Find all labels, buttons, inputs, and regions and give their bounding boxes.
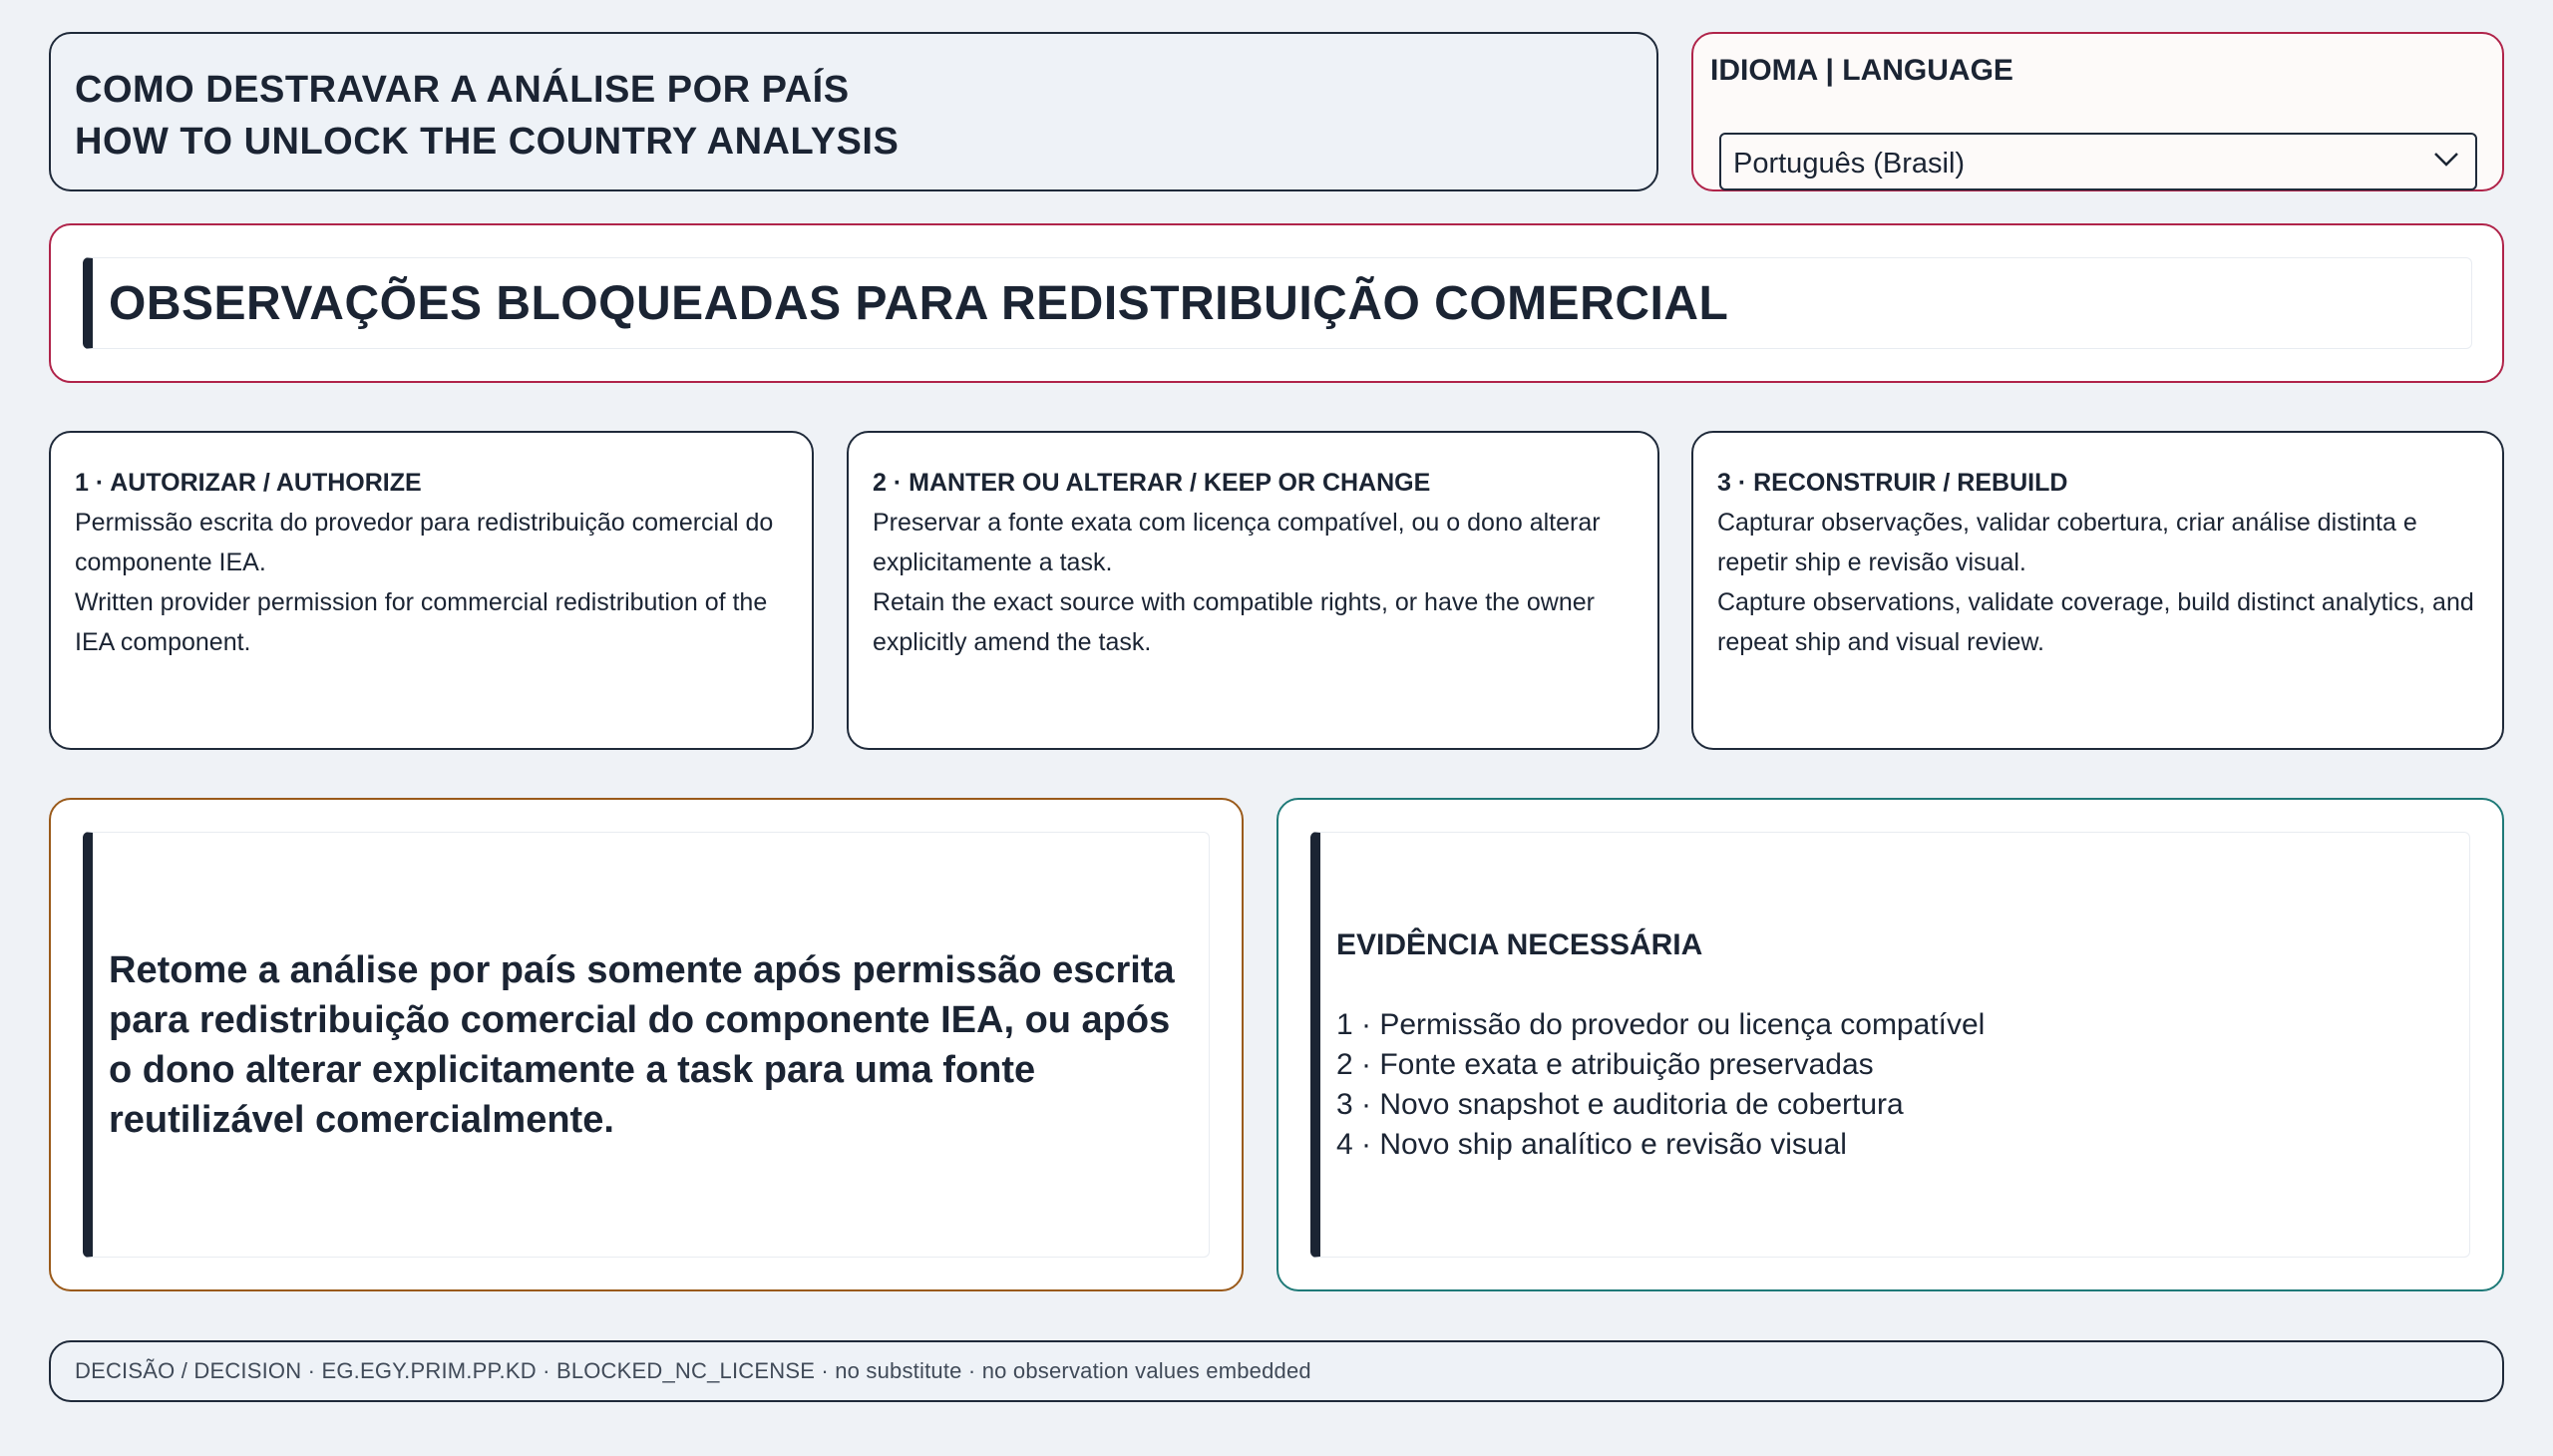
step-body-pt: Preservar a fonte exata com licença compatível, ou o dono alterar explicitamente a task.: [873, 509, 1601, 576]
decision-footer: [49, 1340, 2504, 1402]
resume-panel-inner: [83, 832, 1210, 1258]
language-card: [1691, 32, 2504, 191]
step-body-en: Written provider permission for commercial redistribution of the IEA component.: [75, 588, 768, 656]
step-body-en: Retain the exact source with compatible rights, or have the owner explicitly amend the task.: [873, 588, 1595, 656]
resume-condition-panel: [49, 798, 1244, 1291]
step-title: 2 · MANTER OU ALTERAR / KEEP OR CHANGE: [873, 469, 1431, 497]
resume-text: Retome a análise por país somente após permissão escrita para redistribuição comercial do componente IEA, ou após o dono alterar explicitamente a task para uma fonte reutilizável comercialmente.: [109, 948, 1175, 1141]
step-title: 1 · AUTORIZAR / AUTHORIZE: [75, 469, 422, 497]
step-body-pt: Permissão escrita do provedor para redistribuição comercial do componente IEA.: [75, 509, 774, 576]
evidence-block: [1336, 925, 1985, 1165]
evidence-item: 3 · Novo snapshot e auditoria de cobertura: [1336, 1087, 1904, 1121]
page-title-pt: COMO DESTRAVAR A ANÁLISE POR PAÍS: [75, 69, 850, 111]
banner-text: OBSERVAÇÕES BLOQUEADAS PARA REDISTRIBUIÇÃO COMERCIAL: [109, 277, 1729, 330]
banner-inner: [83, 257, 2472, 349]
evidence-panel-inner: [1310, 832, 2470, 1258]
title-card: [49, 32, 1658, 191]
step-card-rebuild: [1691, 431, 2504, 750]
footer-text: DECISÃO / DECISION · EG.EGY.PRIM.PP.KD · BLOCKED_NC_LICENSE · no substitute · no observation values embedded: [75, 1358, 1311, 1383]
blocked-banner: [49, 223, 2504, 383]
language-selected-value: Português (Brasil): [1733, 148, 1966, 180]
evidence-item: 2 · Fonte exata e atribuição preservadas: [1336, 1047, 1874, 1081]
step-title: 3 · RECONSTRUIR / REBUILD: [1717, 469, 2068, 497]
evidence-item: 4 · Novo ship analítico e revisão visual: [1336, 1127, 1847, 1161]
chevron-down-icon: [2431, 145, 2461, 175]
evidence-item: 1 · Permissão do provedor ou licença compatível: [1336, 1007, 1986, 1041]
step-body-en: Capture observations, validate coverage, build distinct analytics, and repeat ship and visual review.: [1717, 588, 2474, 656]
page-title-en: HOW TO UNLOCK THE COUNTRY ANALYSIS: [75, 121, 900, 163]
step-body-pt: Capturar observações, validar cobertura, criar análise distinta e repetir ship e revisão visual.: [1717, 509, 2417, 576]
language-select[interactable]: [1719, 133, 2477, 190]
step-card-authorize: [49, 431, 814, 750]
evidence-title: EVIDÊNCIA NECESSÁRIA: [1336, 927, 1703, 961]
evidence-panel: [1276, 798, 2504, 1291]
step-card-keep-or-change: [847, 431, 1659, 750]
language-label: IDIOMA | LANGUAGE: [1710, 54, 2013, 87]
